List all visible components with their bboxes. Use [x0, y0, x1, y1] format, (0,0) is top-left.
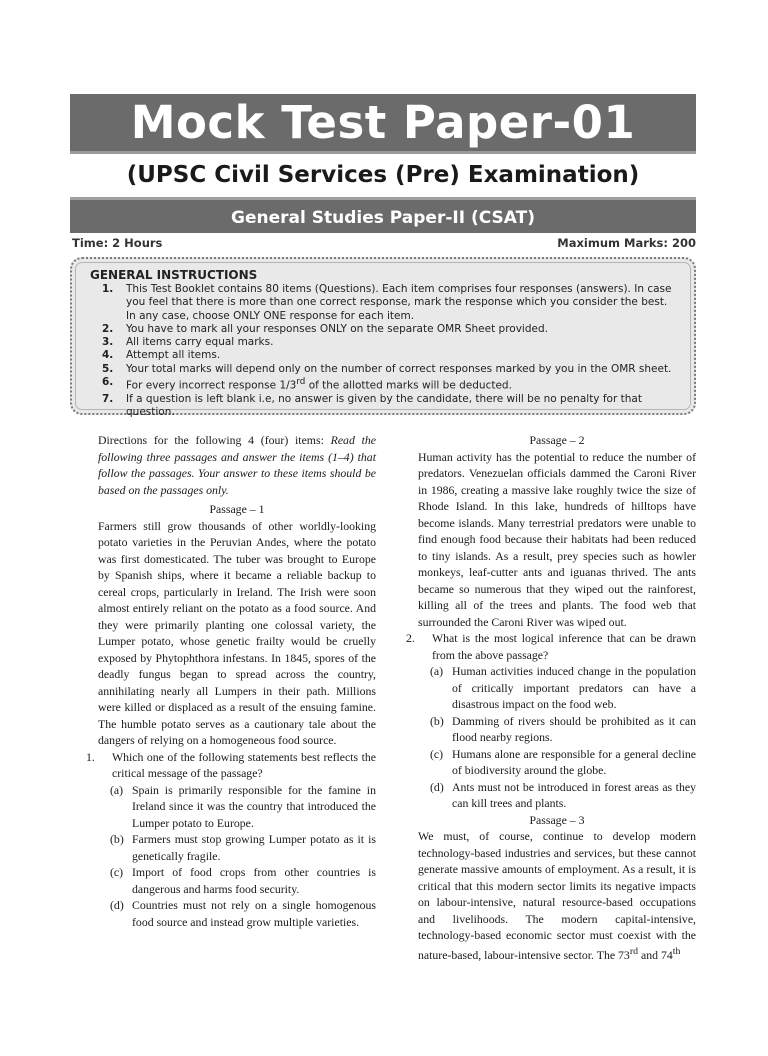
max-marks-label: Maximum Marks: 200: [557, 236, 696, 250]
option-c: [98, 864, 376, 897]
passage-2-text: Human activity has the potential to reduce the number of predators. Venezuelan officials dammed the Caroni River in 1986, creating a massive lake roughly twice the size of Rhode Island. In this lake, hundreds of hilltops have become islands. Many terrestrial predators were unable to find enough food because their habitats had been reduced to tiny islands. As a result, prey species such as howler monkeys, leaf-cutter ants and iguanas thrived. The ants became so numerous that they wiped out the rainforest, killing all of the trees and plants. The food web that surrounded the Caroni River was wiped out.: [418, 449, 696, 629]
option-d: [98, 897, 376, 930]
option-text: Spain is primarily responsible for the famine in Ireland since it was the country that introduced the Lumper potato to Europe.: [132, 782, 376, 830]
instruction-item: [90, 323, 680, 336]
instruction-number: 6.: [102, 376, 114, 389]
instruction-superscript: rd: [296, 377, 306, 388]
passage-2-title: Passage – 2: [529, 433, 585, 447]
instruction-item: [90, 393, 680, 420]
option-text: Farmers must stop growing Lumper potato as it is genetically fragile.: [132, 832, 376, 863]
instruction-item: [90, 376, 680, 393]
instruction-text: For every incorrect response 1/3: [126, 379, 297, 392]
instruction-item: [90, 349, 680, 362]
meta-row: [72, 236, 696, 250]
instruction-text: You have to mark all your responses ONLY on the separate OMR Sheet provided.: [126, 322, 548, 335]
instruction-number: 5.: [102, 362, 114, 375]
instruction-number: 7.: [102, 392, 114, 405]
option-label: (b): [110, 832, 124, 846]
instructions-heading: GENERAL INSTRUCTIONS: [90, 268, 258, 282]
passage-3-mid: and 74: [638, 947, 673, 962]
instruction-number: 3.: [102, 336, 114, 349]
instruction-number: 1.: [102, 283, 114, 295]
question-text: Which one of the following statements best reflects the critical message of the passage?: [112, 749, 376, 780]
question-number: 2.: [406, 631, 415, 645]
instruction-text: Your total marks will depend only on the number of correct responses marked by you in the OMR sheet.: [126, 362, 672, 375]
instruction-item: [90, 336, 680, 349]
passage-3-title: Passage – 3: [529, 812, 585, 827]
option-label: (d): [430, 779, 444, 794]
directions-italic: Read the following three passages and answer the items (1–4) that follow the passages. Your answer to these items should be based on the passages only.: [98, 433, 376, 497]
option-label: (a): [110, 782, 124, 797]
time-label: Time: 2 Hours: [72, 236, 163, 250]
question-2: [406, 630, 696, 663]
option-label: (a): [430, 664, 444, 678]
option-text: Humans alone are responsible for a general decline of biodiversity around the globe.: [452, 746, 696, 777]
passage-1-title: Passage – 1: [209, 502, 265, 516]
instruction-text: This Test Booklet contains 80 items (Questions). Each item comprises four responses (answers). In case you feel that there is more than one correct response, mark the response which you consider the best. In any case, choose ONLY ONE response for each item.: [126, 283, 672, 322]
instruction-text: If a question is left blank i.e, no answer is given by the candidate, there will be no penalty for that question.: [126, 392, 642, 419]
passage-3-text: [418, 828, 696, 963]
option-label: (b): [430, 713, 444, 728]
option-text: Import of food crops from other countries is dangerous and harms food security.: [132, 865, 376, 896]
question-1: [86, 749, 376, 782]
superscript-th: th: [672, 945, 681, 957]
option-b: [418, 713, 696, 746]
option-text: Ants must not be introduced in forest areas as they can kill trees and plants.: [452, 779, 696, 810]
directions: [98, 432, 376, 498]
option-a: [418, 663, 696, 713]
option-c: [418, 746, 696, 779]
right-column: [406, 432, 696, 963]
option-label: (d): [110, 898, 124, 912]
option-label: (c): [430, 746, 444, 761]
general-instructions: [70, 257, 696, 419]
option-text: Countries must not rely on a single homogenous food source and instead grow multiple varieties.: [132, 898, 376, 929]
instruction-number: 4.: [102, 349, 114, 362]
passage-1-text: Farmers still grow thousands of other worldly-looking potato varieties in the Peruvian Andes, where the potato was first domesticated. The tuber was brought to Europe by Spanish ships, where it became a reliable backup to cereal crops, particularly in Ireland. The Irish were soon almost entirely reliant on the potato as a food source. And they were primarily planting one colossal variety, the Lumper potato, whose genetic frailty would be cruelly exposed by Phytophthora infestans. In 1845, spores of the deadly fungus began to spread across the country, annihilating nearly all Lumpers in their path. Millions were killed or displaced as a result of the ensuing famine. The humble potato serves as a cautionary tale about the dangers of relying on a homogeneous food source.: [98, 518, 376, 747]
option-b: [98, 831, 376, 864]
instruction-text: All items carry equal marks.: [126, 336, 274, 349]
instruction-item: [90, 363, 680, 376]
option-label: (c): [110, 865, 124, 879]
exam-subtitle: (UPSC Civil Services (Pre) Examination): [126, 162, 640, 188]
option-text: Human activities induced change in the population of critically important predators can have a disastrous impact on the food web.: [452, 664, 696, 711]
page-title: Mock Test Paper-01: [70, 94, 696, 154]
option-text: Damming of rivers should be prohibited as it can flood nearby regions.: [452, 713, 696, 744]
superscript-rd: rd: [629, 945, 639, 957]
instruction-number: 2.: [102, 322, 114, 335]
instruction-text-cont: of the allotted marks will be deducted.: [305, 379, 512, 392]
instructions-list: [90, 283, 680, 419]
instruction-text: Attempt all items.: [126, 349, 221, 362]
instruction-item: [90, 283, 680, 323]
option-d: [418, 779, 696, 812]
passage-3-body: We must, of course, continue to develop modern technology-based industries and services, but these cannot generate massive amounts of employment. As a result, it is critical that this modern sector limits its negative impacts on labour-intensive, natural resource-based occupations and livelihoods. The modern capital-intensive, technology-based economic sector must coexist with the nature-based, labour-intensive sector. The 73: [418, 829, 696, 962]
option-a: [98, 782, 376, 832]
left-column: [86, 432, 376, 930]
directions-lead: Directions for the following 4 (four) items:: [98, 433, 331, 447]
paper-name: General Studies Paper-II (CSAT): [70, 197, 696, 233]
question-text: What is the most logical inference that can be drawn from the above passage?: [432, 631, 696, 662]
question-number: 1.: [86, 749, 95, 764]
